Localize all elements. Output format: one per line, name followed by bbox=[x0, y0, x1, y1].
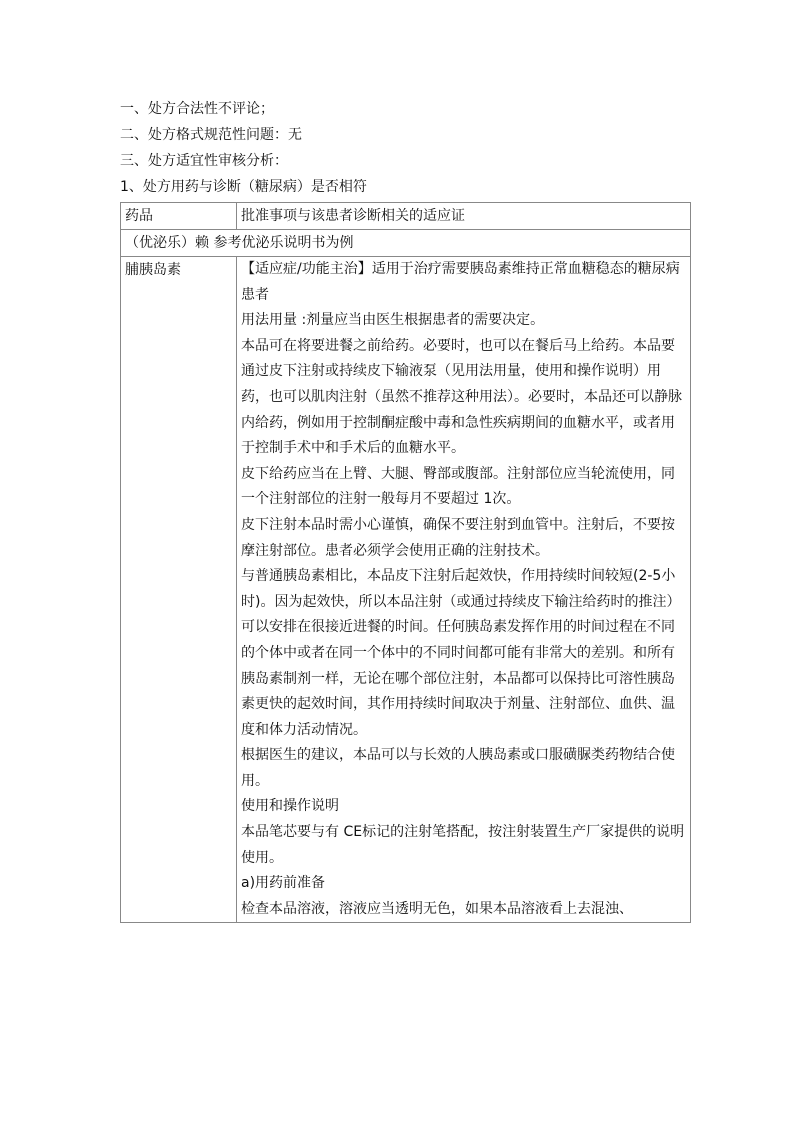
table-header-row bbox=[121, 203, 691, 230]
table-row bbox=[121, 257, 691, 923]
pen-paragraph: 本品笔芯要与有 CE标记的注射笔搭配，按注射装置生产厂家提供的说明使用。 bbox=[241, 824, 685, 866]
indication-table bbox=[120, 202, 691, 923]
indication-paragraph: 【适应症/功能主治】适用于治疗需要胰岛素维持正常血糖稳态的糖尿病患者 bbox=[241, 261, 680, 303]
administration-paragraph: 本品可在将要进餐之前给药。必要时，也可以在餐后马上给药。本品要通过皮下注射或持续皮下输液泵（见用法用量，使用和操作说明）用药，也可以肌肉注射（虽然不推荐这种用法）。必要时，本品还可以静脉内给药，例如用于控制酮症酸中毒和急性疾病期间的血糖水平，或者用于控制手术中和手术后的血糖水平。 bbox=[241, 337, 682, 457]
preparation-heading: a)用药前准备 bbox=[241, 875, 326, 892]
reference-note: （优泌乐）赖 参考优泌乐说明书为例 bbox=[121, 230, 691, 257]
injection-site-paragraph: 皮下给药应当在上臂、大腿、臀部或腹部。注射部位应当轮流使用，同一个注射部位的注射一般每月不要超过 1次。 bbox=[241, 465, 675, 508]
heading-legality: 一、处方合法性不评论； bbox=[120, 101, 274, 117]
onset-paragraph: 与普通胰岛素相比，本品皮下注射后起效快，作用持续时间较短(2-5小时)。因为起效快，所以本品注射（或通过持续皮下输注给药时的推注）可以安排在很接近进餐的时间。任何胰岛素发挥作用的时间过程在不同的个体中或者在同一个体中的不同时间都可能有非常大的差别。和所有胰岛素制剂一样，无论在哪个部位注射，本品都可以保持比可溶性胰岛素更快的起效时间，其作用持续时间取决于剂量、注射部位、血供、温度和体力活动情况。 bbox=[241, 568, 681, 738]
usage-heading: 使用和操作说明 bbox=[241, 798, 339, 815]
heading-format: 二、处方格式规范性问题：无 bbox=[120, 127, 302, 143]
combination-paragraph: 根据医生的建议，本品可以与长效的人胰岛素或口服磺脲类药物结合使用。 bbox=[241, 747, 675, 789]
drug-name: 脯胰岛素 bbox=[121, 257, 237, 923]
header-indication: 批准事项与该患者诊断相关的适应证 bbox=[237, 203, 691, 230]
note-row bbox=[121, 230, 691, 257]
heading-appropriateness: 三、处方适宜性审核分析： bbox=[120, 153, 288, 169]
injection-caution-paragraph: 皮下注射本品时需小心谨慎，确保不要注射到血管中。注射后，不要按摩注射部位。患者必须学会使用正确的注射技术。 bbox=[241, 516, 675, 559]
indication-details bbox=[237, 257, 691, 923]
heading-diagnosis-match: 1、处方用药与诊断（糖尿病）是否相符 bbox=[120, 179, 367, 195]
inspection-paragraph: 检查本品溶液，溶液应当透明无色，如果本品溶液看上去混浊、 bbox=[241, 900, 633, 917]
dosage-paragraph: 用法用量 :剂量应当由医生根据患者的需要决定。 bbox=[241, 312, 545, 329]
header-drug: 药品 bbox=[121, 203, 237, 230]
